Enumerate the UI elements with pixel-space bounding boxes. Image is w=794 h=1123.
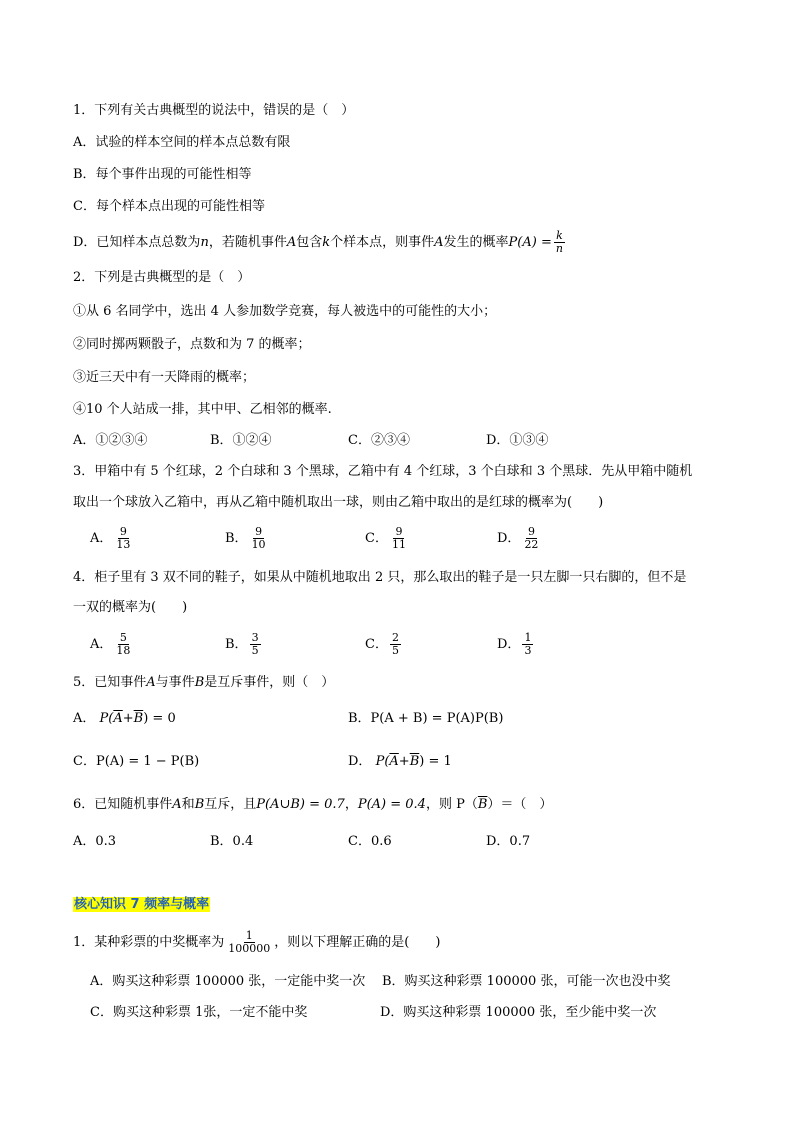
q5-option-a — [73, 709, 176, 729]
formula-a-bar: $\overline{A}$ — [113, 711, 123, 726]
formula-b-bar: $\overline{B}$ — [133, 711, 144, 726]
q3-option-a — [90, 526, 134, 551]
q4-option-b — [225, 632, 263, 657]
q6-var-b: B — [194, 797, 205, 812]
formula-part: P( — [99, 711, 114, 726]
formula-a-bar: $\overline{A}$ — [389, 754, 399, 769]
fraction-denominator: 11 — [391, 538, 406, 551]
q1-d-var-k: k — [322, 235, 331, 250]
fraction-numerator: 5 — [119, 631, 127, 644]
q5-var-b: B — [194, 675, 205, 690]
q6-stem-text: ， — [344, 797, 358, 812]
q3-stem-line2: 取出一个球放入乙箱中，再从乙箱中随机取出一球，则由乙箱中取出的是红球的概率为( ) — [73, 495, 604, 510]
formula-part: + — [122, 711, 134, 726]
formula-part: P( — [375, 754, 390, 769]
s1-fraction — [226, 930, 272, 955]
option-label: A． — [90, 637, 113, 652]
q1-d-fraction — [554, 230, 565, 255]
q6-option-c: C．0.6 — [348, 834, 392, 849]
fraction-denominator: 3 — [524, 644, 532, 657]
fraction-denominator: 18 — [116, 644, 131, 657]
fraction-denominator: 22 — [524, 538, 539, 551]
q4-stem-line1: 4．柜子里有 3 双不同的鞋子，如果从中随机地取出 2 只，那么取出的鞋子是一只左脚一只右脚的，但不是 — [73, 570, 687, 585]
option-label: D． — [497, 637, 521, 652]
section-heading — [73, 895, 210, 915]
option-label: A． — [90, 531, 113, 546]
s1-stem — [73, 930, 440, 955]
option-fraction — [522, 526, 540, 551]
q2-stem: 2．下列是古典概型的是（ ） — [73, 270, 251, 285]
fraction-denominator: 10 — [251, 538, 266, 551]
option-fraction — [114, 526, 132, 551]
option-label: A． — [73, 711, 96, 726]
option-label: C． — [365, 531, 388, 546]
q3-option-b — [225, 526, 270, 551]
s1-option-a: A．购买这种彩票 100000 张，一定能中奖一次 — [90, 974, 366, 989]
fraction-denominator: 5 — [391, 644, 399, 657]
fraction-denominator: 100000 — [228, 942, 271, 955]
option-fraction — [390, 632, 401, 657]
q6-stem-text: 互斥，且 — [204, 797, 257, 812]
q3-stem-line1: 3．甲箱中有 5 个红球，2 个白球和 3 个黑球，乙箱中有 4 个红球，3 个白球和 3 个黑球．先从甲箱中随机 — [73, 464, 693, 479]
q1-option-c: C．每个样本点出现的可能性相等 — [73, 199, 265, 214]
option-label: C． — [365, 637, 388, 652]
q1-d-text: ，若随机事件 — [208, 235, 287, 250]
q6-stem-text: 和 — [181, 797, 195, 812]
option-fraction — [522, 632, 533, 657]
q3-option-c — [365, 526, 410, 551]
q6-formula-pa: P(A) = 0.4 — [357, 797, 426, 812]
q5-var-a: A — [146, 675, 156, 690]
q2-option-a: A．①②③④ — [73, 433, 148, 448]
q4-option-a — [90, 632, 134, 657]
q6-option-b: B．0.4 — [210, 834, 254, 849]
q2-item-3: ③近三天中有一天降雨的概率； — [73, 370, 256, 385]
q5-stem-text: 5．已知事件 — [73, 675, 147, 690]
q1-d-text: 个样本点，则事件 — [330, 235, 435, 250]
s1-stem-text: 1．某种彩票的中奖概率为 — [73, 935, 225, 950]
q6-stem-text: 6．已知随机事件 — [73, 797, 173, 812]
q4-option-c — [365, 632, 403, 657]
formula-part: ) = 0 — [143, 711, 176, 726]
q2-item-2: ②同时掷两颗骰子，点数和为 7 的概率； — [73, 337, 311, 352]
q5-stem — [73, 673, 334, 693]
fraction-numerator: 9 — [395, 525, 403, 538]
section-title: 核心知识 7 频率与概率 — [74, 897, 210, 912]
q1-d-text: 发生的概率 — [443, 235, 509, 250]
q5-stem-text: 与事件 — [155, 675, 195, 690]
q6-stem — [73, 795, 552, 815]
option-label: D． — [348, 754, 372, 769]
q1-option-a: A．试验的样本空间的样本点总数有限 — [73, 135, 291, 150]
q6-var-a: A — [172, 797, 182, 812]
option-fraction — [114, 632, 132, 657]
formula-b-bar: $\overline{B}$ — [409, 754, 420, 769]
q5-option-d — [348, 752, 452, 772]
fraction-numerator: 9 — [527, 525, 535, 538]
q2-option-b: B．①②④ — [210, 433, 272, 448]
option-label: D． — [497, 531, 521, 546]
fraction-numerator: 9 — [255, 525, 263, 538]
q2-item-4: ④10 个人站成一排，其中甲、乙相邻的概率. — [73, 402, 332, 417]
q2-option-d: D．①③④ — [486, 433, 549, 448]
q2-item-1: ①从 6 名同学中，选出 4 人参加数学竞赛，每人被选中的可能性的大小； — [73, 304, 497, 319]
q1-d-text: D．已知样本点总数为 — [73, 235, 201, 250]
q4-stem-line2: 一双的概率为( ) — [73, 600, 188, 615]
q1-d-var-n: n — [200, 235, 209, 250]
q1-d-var-a: A — [286, 235, 297, 250]
formula-part: + — [398, 754, 410, 769]
q4-option-d — [497, 632, 535, 657]
q5-stem-text: 是互斥事件，则（ ） — [204, 675, 335, 690]
s1-stem-text: ，则以下理解正确的是( ) — [274, 935, 441, 950]
fraction-denominator: 13 — [116, 538, 131, 551]
fraction-numerator: 2 — [391, 631, 399, 644]
option-label: B． — [225, 531, 248, 546]
q6-stem-text: ）＝（ ） — [487, 797, 553, 812]
q1-d-formula: P(A) = — [508, 235, 552, 250]
s1-option-b: B．购买这种彩票 100000 张，可能一次也没中奖 — [382, 974, 671, 989]
fraction-numerator: 3 — [251, 631, 259, 644]
q1-option-d — [73, 230, 567, 255]
q6-option-a: A．0.3 — [73, 834, 117, 849]
fraction-numerator: k — [556, 229, 563, 242]
q5-option-c: C．P(A) = 1 − P(B) — [73, 754, 200, 769]
fraction-denominator: 5 — [251, 644, 259, 657]
fraction-numerator: 1 — [245, 929, 253, 942]
option-label: B． — [225, 637, 248, 652]
q6-option-d: D．0.7 — [486, 834, 531, 849]
fraction-numerator: 9 — [119, 525, 127, 538]
q6-b-bar: $\overline{B}$ — [477, 797, 488, 812]
formula-part: ) = 1 — [419, 754, 452, 769]
option-fraction — [250, 632, 261, 657]
fraction-numerator: 1 — [524, 631, 532, 644]
q3-option-d — [497, 526, 542, 551]
q2-option-c: C．②③④ — [348, 433, 410, 448]
s1-option-c: C．购买这种彩票 1张，一定不能中奖 — [90, 1005, 308, 1020]
option-fraction — [250, 526, 268, 551]
q1-d-text: 包含 — [296, 235, 323, 250]
q6-formula-union: P(A∪B) = 0.7 — [256, 797, 345, 812]
q1-stem: 1．下列有关古典概型的说法中，错误的是（ ） — [73, 103, 355, 118]
q6-stem-text: ，则 P（ — [425, 797, 478, 812]
q5-option-b: B．P(A + B) = P(A)P(B) — [348, 711, 504, 726]
q1-option-b: B．每个事件出现的可能性相等 — [73, 167, 252, 182]
option-fraction — [390, 526, 408, 551]
s1-option-d: D．购买这种彩票 100000 张，至少能中奖一次 — [380, 1005, 657, 1020]
q1-d-var-a: A — [434, 235, 444, 250]
fraction-denominator: n — [555, 242, 563, 255]
